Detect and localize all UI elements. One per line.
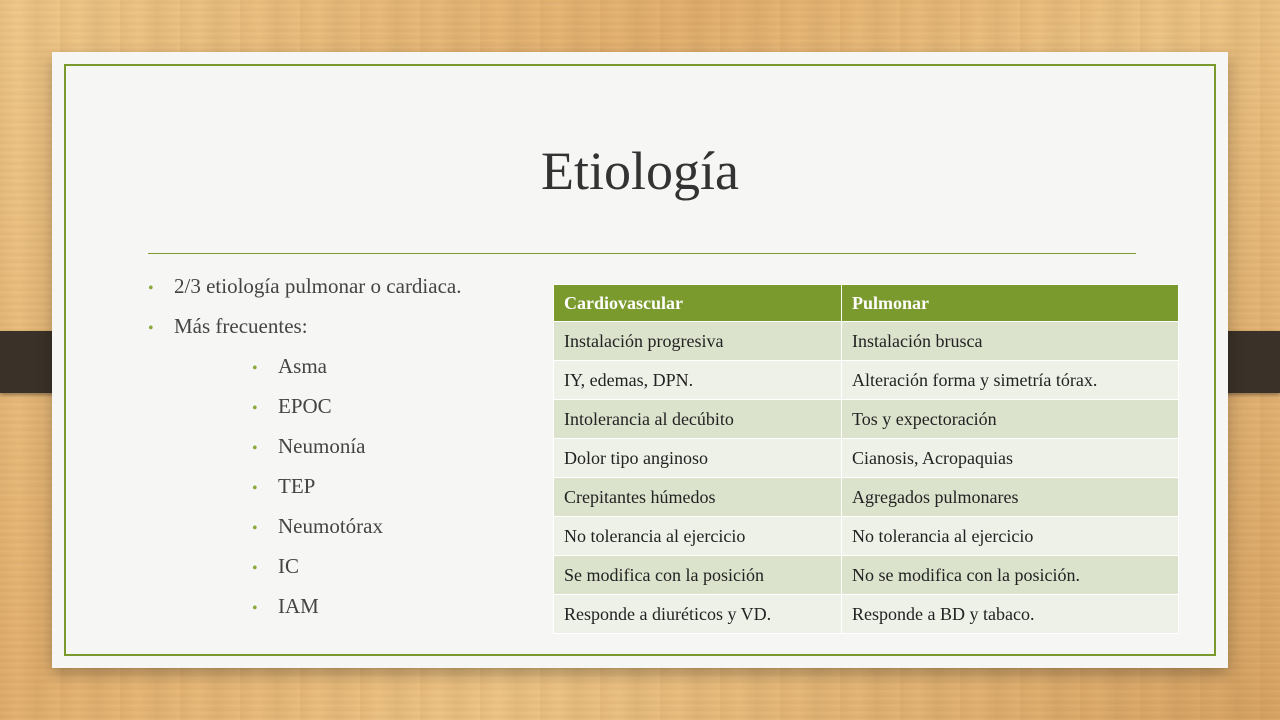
- bullet-item: [148, 274, 568, 314]
- cell-cardiovascular: Instalación progresiva: [554, 322, 842, 361]
- bullet-item: [148, 434, 568, 474]
- cell-pulmonar: No tolerancia al ejercicio: [842, 517, 1179, 556]
- header-cardiovascular: Cardiovascular: [554, 285, 842, 322]
- bullet-text: IAM: [278, 594, 319, 618]
- bullet-text: Más frecuentes:: [174, 314, 308, 338]
- bullet-dot-icon: •: [252, 400, 258, 417]
- cell-pulmonar: Instalación brusca: [842, 322, 1179, 361]
- bullet-dot-icon: •: [252, 360, 258, 377]
- bullet-text: Neumotórax: [278, 514, 383, 538]
- header-pulmonar: Pulmonar: [842, 285, 1179, 322]
- cell-pulmonar: Alteración forma y simetría tórax.: [842, 361, 1179, 400]
- cell-cardiovascular: IY, edemas, DPN.: [554, 361, 842, 400]
- table-header-row: [554, 285, 1179, 322]
- cell-pulmonar: Tos y expectoración: [842, 400, 1179, 439]
- bullet-item: [148, 474, 568, 514]
- cell-pulmonar: Agregados pulmonares: [842, 478, 1179, 517]
- table-row: [554, 439, 1179, 478]
- bullet-dot-icon: •: [252, 440, 258, 457]
- cell-pulmonar: No se modifica con la posición.: [842, 556, 1179, 595]
- bullet-dot-icon: •: [148, 280, 154, 297]
- table-row: [554, 517, 1179, 556]
- table-row: [554, 595, 1179, 634]
- cell-cardiovascular: Crepitantes húmedos: [554, 478, 842, 517]
- table-row: [554, 322, 1179, 361]
- cell-pulmonar: Responde a BD y tabaco.: [842, 595, 1179, 634]
- bullet-dot-icon: •: [148, 320, 154, 337]
- title-divider: [148, 253, 1136, 254]
- bullet-text: 2/3 etiología pulmonar o cardiaca.: [174, 274, 462, 298]
- bullet-dot-icon: •: [252, 560, 258, 577]
- table-row: [554, 361, 1179, 400]
- bullet-text: Neumonía: [278, 434, 366, 458]
- bullet-text: EPOC: [278, 394, 332, 418]
- bullet-dot-icon: •: [252, 480, 258, 497]
- table-row: [554, 400, 1179, 439]
- bullet-text: TEP: [278, 474, 316, 498]
- table-row: [554, 556, 1179, 595]
- bullet-text: Asma: [278, 354, 327, 378]
- cell-cardiovascular: Intolerancia al decúbito: [554, 400, 842, 439]
- table-row: [554, 478, 1179, 517]
- etiology-table: [553, 284, 1179, 634]
- bullet-item: [148, 314, 568, 354]
- slide-card: [52, 52, 1228, 668]
- slide-title: Etiología: [541, 141, 739, 201]
- bullet-item: [148, 394, 568, 434]
- bullet-list: [148, 274, 568, 634]
- cell-pulmonar: Cianosis, Acropaquias: [842, 439, 1179, 478]
- bullet-dot-icon: •: [252, 520, 258, 537]
- cell-cardiovascular: Se modifica con la posición: [554, 556, 842, 595]
- cell-cardiovascular: No tolerancia al ejercicio: [554, 517, 842, 556]
- bullet-item: [148, 514, 568, 554]
- cell-cardiovascular: Dolor tipo anginoso: [554, 439, 842, 478]
- bullet-item: [148, 594, 568, 634]
- cell-cardiovascular: Responde a diuréticos y VD.: [554, 595, 842, 634]
- bullet-dot-icon: •: [252, 600, 258, 617]
- bullet-item: [148, 554, 568, 594]
- bullet-item: [148, 354, 568, 394]
- bullet-text: IC: [278, 554, 299, 578]
